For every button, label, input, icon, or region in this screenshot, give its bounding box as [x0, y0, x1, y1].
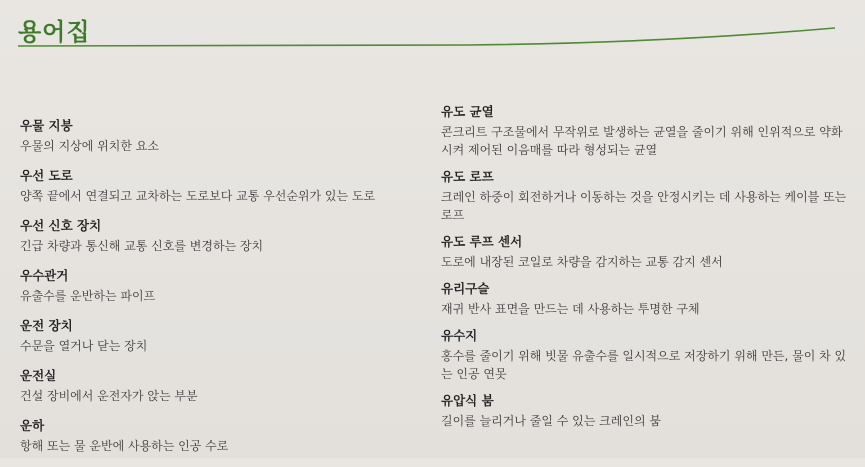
title-underline	[0, 0, 865, 70]
glossary-definition: 양쪽 끝에서 연결되고 교차하는 도로보다 교통 우선순위가 있는 도로	[20, 189, 376, 203]
title-underline-path	[18, 28, 835, 46]
glossary-definition: 건설 장비에서 운전자가 앉는 부분	[20, 389, 198, 403]
glossary-entry	[441, 103, 851, 159]
page-title: 용어집	[18, 18, 91, 46]
glossary-term: 유리구슬	[441, 281, 490, 296]
glossary-entry	[20, 167, 420, 217]
glossary-entry	[20, 367, 420, 417]
glossary-term: 유압식 붐	[441, 393, 494, 408]
glossary-definition: 재귀 반사 표면을 만드는 데 사용하는 투명한 구체	[441, 302, 700, 316]
glossary-term: 유도 루프 센서	[441, 234, 523, 249]
glossary-term: 유도 균열	[441, 104, 494, 119]
glossary-entry	[441, 327, 851, 383]
glossary-entry	[441, 233, 851, 271]
glossary-right-column	[441, 103, 851, 439]
glossary-entry	[20, 417, 420, 467]
glossary-term: 우선 신호 장치	[20, 218, 102, 233]
glossary-entry	[441, 168, 851, 224]
glossary-definition: 긴급 차량과 통신해 교통 신호를 변경하는 장치	[20, 239, 264, 253]
glossary-entry	[441, 280, 851, 318]
glossary-entry	[20, 267, 420, 317]
glossary-entry	[20, 317, 420, 367]
glossary-definition: 홍수를 줄이기 위해 빗물 유출수를 일시적으로 저장하기 위해 만든, 물이 차 있는 인공 연못	[441, 349, 847, 381]
glossary-definition: 항해 또는 물 운반에 사용하는 인공 수로	[20, 439, 229, 453]
glossary-definition: 콘크리트 구조물에서 무작위로 발생하는 균열을 줄이기 위해 인위적으로 약화시켜 제어된 이음매를 따라 형성되는 균열	[441, 125, 843, 157]
glossary-left-column	[20, 117, 420, 467]
glossary-definition: 크레인 하중이 회전하거나 이동하는 것을 안정시키는 데 사용하는 케이블 또는 로프	[441, 190, 847, 222]
glossary-term: 유수지	[441, 328, 478, 343]
glossary-entry	[20, 117, 420, 167]
glossary-term: 유도 로프	[441, 169, 494, 184]
glossary-term: 운전실	[20, 368, 57, 383]
glossary-term: 운전 장치	[20, 318, 73, 333]
glossary-entry	[20, 217, 420, 267]
glossary-term: 우선 도로	[20, 168, 73, 183]
glossary-term: 운하	[20, 418, 45, 433]
glossary-term: 우물 지붕	[20, 118, 73, 133]
glossary-entry	[441, 392, 851, 430]
glossary-definition: 도로에 내장된 코일로 차량을 감지하는 교통 감지 센서	[441, 255, 723, 269]
glossary-definition: 우물의 지상에 위치한 요소	[20, 139, 159, 153]
glossary-definition: 수문을 열거나 닫는 장치	[20, 339, 148, 353]
glossary-definition: 길이를 늘리거나 줄일 수 있는 크레인의 붐	[441, 414, 661, 428]
glossary-term: 우수관거	[20, 268, 69, 283]
glossary-definition: 유출수를 운반하는 파이프	[20, 289, 156, 303]
